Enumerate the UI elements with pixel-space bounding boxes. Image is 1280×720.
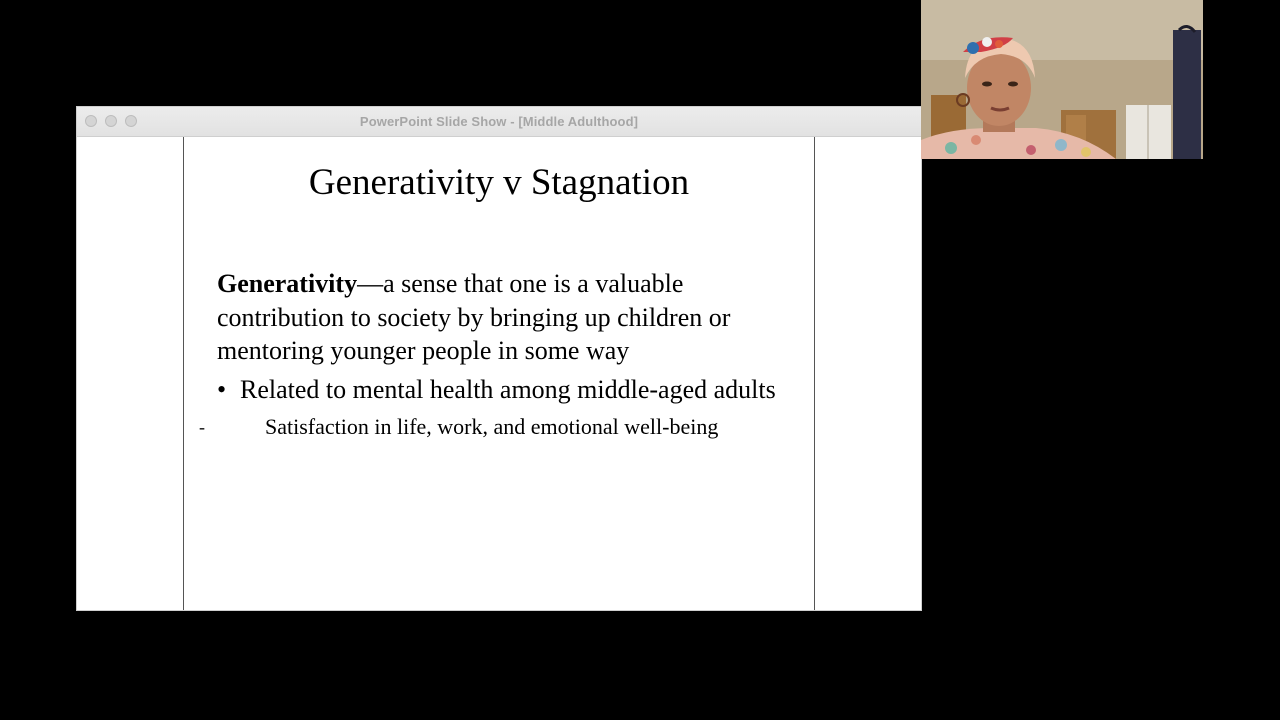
definition-paragraph [217, 267, 797, 368]
definition-term: Generativity [217, 269, 358, 298]
slideshow-content[interactable] [77, 137, 921, 610]
bullet-item [217, 373, 797, 407]
definition-text: —a sense that one is a valuable contribution to society by bringing up children or mentoring younger people in some way [217, 269, 731, 365]
sub-bullet-item [199, 413, 797, 441]
bullet-text: Related to mental health among middle-aged adults [240, 374, 776, 404]
sub-bullet-text: Satisfaction in life, work, and emotional well-being [265, 414, 719, 439]
webcam-video-feed[interactable] [921, 0, 1203, 159]
slide-title: Generativity v Stagnation [308, 162, 690, 203]
slideshow-window [77, 107, 921, 610]
bullet-marker: • [217, 374, 227, 404]
window-titlebar[interactable] [77, 107, 921, 137]
window-title: PowerPoint Slide Show - [Middle Adulthood] [359, 114, 639, 129]
slide-body [199, 267, 797, 441]
slide[interactable] [183, 137, 815, 610]
person-video-feed-icon [921, 0, 1203, 159]
sub-bullet-marker: - [199, 417, 205, 437]
